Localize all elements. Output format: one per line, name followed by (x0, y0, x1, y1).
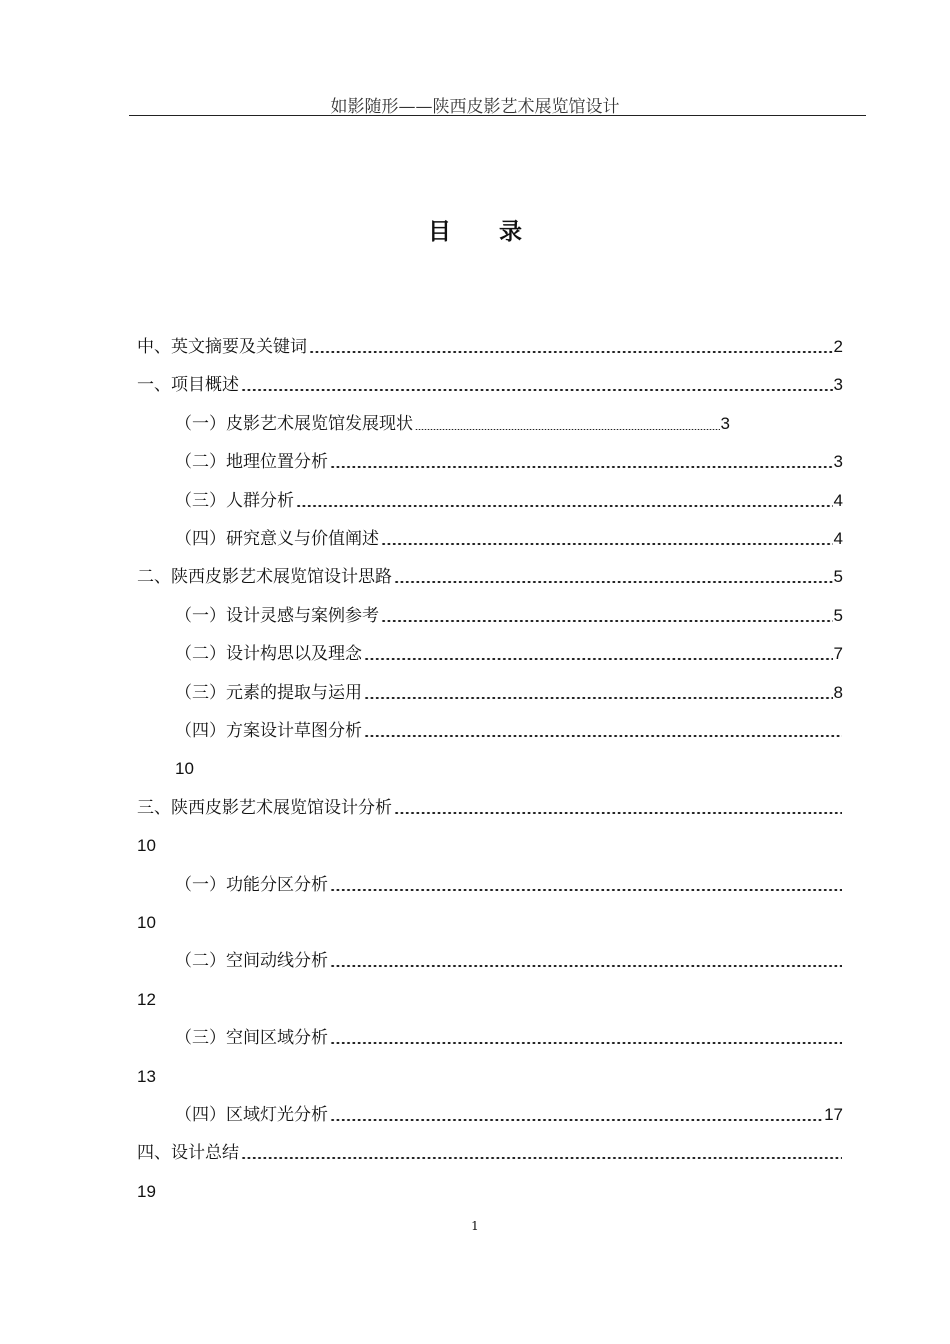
dot-leader (330, 1119, 823, 1122)
toc-entry[interactable] (175, 681, 843, 705)
dot-leader (364, 697, 833, 700)
toc-entry[interactable] (175, 873, 843, 897)
toc-entry-title: （四）研究意义与价值阐述 (175, 529, 379, 549)
toc-entry-page: 4 (833, 529, 843, 548)
dot-leader (330, 889, 842, 892)
toc-entry[interactable] (137, 796, 843, 820)
toc-entry-page: 19 (137, 1182, 156, 1201)
toc-entry-title: （一）皮影艺术展览馆发展现状 (175, 414, 413, 434)
toc-entry[interactable] (175, 450, 843, 474)
toc-entry-page: 5 (833, 567, 843, 586)
toc-entry-title: （四）区域灯光分析 (175, 1105, 328, 1125)
dot-leader (381, 543, 833, 546)
toc-entry-title: （一）功能分区分析 (175, 875, 328, 895)
toc-entry-page: 5 (833, 606, 843, 625)
toc-title: 目 录 (427, 219, 542, 245)
toc-entry-title: （二）设计构思以及理念 (175, 644, 362, 664)
dot-leader (309, 351, 833, 354)
toc-entry[interactable] (175, 1026, 843, 1050)
toc-entry-title: 一、项目概述 (137, 375, 239, 395)
dot-leader (381, 620, 833, 623)
toc-entry[interactable] (137, 1141, 843, 1165)
toc-entry[interactable] (175, 949, 843, 973)
toc-entry-title: （三）人群分析 (175, 491, 294, 511)
toc-entry-title: （二）空间动线分析 (175, 951, 328, 971)
toc-entry-title: 二、陕西皮影艺术展览馆设计思路 (137, 567, 392, 587)
toc-entry-title: 中、英文摘要及关键词 (137, 337, 307, 357)
dot-leader (330, 965, 842, 968)
toc-entry[interactable] (137, 335, 843, 359)
toc-entry-title: （三）元素的提取与运用 (175, 683, 362, 703)
toc-entry[interactable] (175, 642, 843, 666)
header-rule (129, 115, 866, 116)
toc-entry-title: （三）空间区域分析 (175, 1028, 328, 1048)
dot-leader (415, 429, 720, 431)
dot-leader (330, 466, 833, 469)
toc-entry[interactable] (175, 719, 843, 743)
toc-entry[interactable] (137, 373, 843, 397)
running-header: 如影随形——陕西皮影艺术展览馆设计 (330, 97, 620, 117)
toc-entry[interactable] (175, 1103, 843, 1127)
toc-entry-page: 3 (833, 452, 843, 471)
dot-leader (241, 1157, 842, 1160)
dot-leader (364, 735, 842, 738)
toc-entry-page: 12 (137, 990, 156, 1009)
toc-entry[interactable] (175, 527, 843, 551)
toc-entry[interactable] (137, 565, 843, 589)
dot-leader (394, 581, 833, 584)
toc-entry[interactable] (175, 489, 843, 513)
toc-entry-title: （四）方案设计草图分析 (175, 721, 362, 741)
toc-entry-title: （一）设计灵感与案例参考 (175, 606, 379, 626)
toc-entry-page: 13 (137, 1067, 156, 1086)
toc-entry-page: 17 (824, 1105, 843, 1124)
dot-leader (296, 505, 833, 508)
toc-entry-title: 四、设计总结 (137, 1143, 239, 1163)
toc-entry-page: 7 (833, 644, 843, 663)
toc-entry-page: 3 (720, 414, 730, 433)
toc-entry-title: 三、陕西皮影艺术展览馆设计分析 (137, 798, 392, 818)
dot-leader (330, 1042, 842, 1045)
toc-entry-page: 2 (833, 337, 843, 356)
toc-entry-page: 10 (137, 913, 156, 932)
toc-entry-page: 10 (137, 836, 156, 855)
page-number: 1 (471, 1219, 479, 1233)
toc-entry-title: （二）地理位置分析 (175, 452, 328, 472)
dot-leader (241, 389, 833, 392)
dot-leader (364, 658, 833, 661)
toc-entry-page: 8 (833, 683, 843, 702)
dot-leader (394, 812, 842, 815)
toc-entry-page: 3 (833, 375, 843, 394)
toc-entry-page: 4 (833, 491, 843, 510)
toc-entry-page: 10 (175, 759, 194, 778)
toc-entry[interactable] (175, 412, 730, 436)
toc-entry[interactable] (175, 604, 843, 628)
